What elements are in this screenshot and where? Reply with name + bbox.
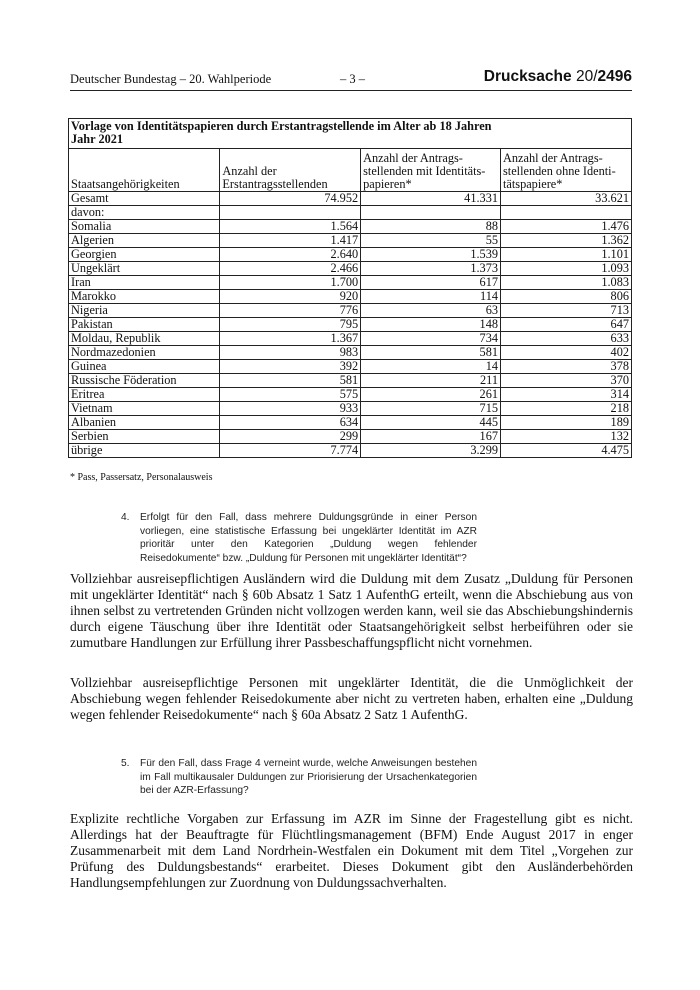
table-row	[69, 388, 632, 402]
question-5	[121, 757, 477, 798]
value-cell: 1.367	[220, 332, 361, 346]
nationality-cell: Somalia	[69, 220, 220, 234]
value-cell: 189	[501, 416, 632, 430]
value-cell: 402	[501, 346, 632, 360]
value-cell: 1.373	[361, 262, 501, 276]
value-cell: 148	[361, 318, 501, 332]
value-cell: 633	[501, 332, 632, 346]
nationality-cell: übrige	[69, 444, 220, 458]
value-cell: 211	[361, 374, 501, 388]
value-cell: 647	[501, 318, 632, 332]
value-cell: 776	[220, 304, 361, 318]
value-cell: 370	[501, 374, 632, 388]
doc-number-prefix: 20/	[575, 68, 598, 85]
value-cell: 713	[501, 304, 632, 318]
value-cell: 1.564	[220, 220, 361, 234]
value-cell: 4.475	[501, 444, 632, 458]
table-row	[69, 318, 632, 332]
nationality-cell: Nigeria	[69, 304, 220, 318]
table-row	[69, 402, 632, 416]
question-number: 5.	[121, 758, 130, 769]
col-header-nationality: Staatsangehörigkeiten	[69, 149, 220, 192]
cell: 33.621	[501, 192, 632, 206]
value-cell: 7.774	[220, 444, 361, 458]
nationality-cell: Albanien	[69, 416, 220, 430]
value-cell: 1.362	[501, 234, 632, 248]
document-number	[484, 68, 632, 86]
table-footnote: * Pass, Passersatz, Personalausweis	[70, 472, 213, 483]
value-cell: 55	[361, 234, 501, 248]
col-header-with-papers: Anzahl der Antrags-stellenden mit Identitäts-papieren*	[361, 149, 501, 192]
value-cell: 2.640	[220, 248, 361, 262]
cell	[361, 206, 501, 220]
page-number: – 3 –	[340, 72, 365, 86]
table-title: Vorlage von Identitätspapieren durch Erstantragstellende im Alter ab 18 Jahren	[71, 119, 492, 133]
value-cell: 132	[501, 430, 632, 444]
value-cell: 392	[220, 360, 361, 374]
table-row	[69, 248, 632, 262]
nationality-cell: Georgien	[69, 248, 220, 262]
table-total-row	[69, 192, 632, 206]
value-cell: 581	[220, 374, 361, 388]
value-cell: 299	[220, 430, 361, 444]
value-cell: 445	[361, 416, 501, 430]
nationality-cell: Moldau, Republik	[69, 332, 220, 346]
table-row	[69, 234, 632, 248]
answer-4-paragraph-2: Vollziehbar ausreisepflichtige Personen mit ungeklärter Identität, die die Unmöglichkeit der Abschiebung wegen fehlender Reisedokumente aber nicht zu vertreten haben, erhalten eine „Duldung wegen fehlender Reisedokumente“ nach § 60a Absatz 2 Satz 1 AufenthG.	[70, 675, 633, 722]
question-4	[121, 511, 477, 565]
answer-4-paragraph-1: Vollziehbar ausreisepflichtigen Ausländern wird die Duldung mit dem Zusatz „Duldung für Personen mit ungeklärter Identität“ nach § 60b Absatz 1 Satz 1 AufenthG erteilt, wenn die Abschiebung aus von ihnen selbst zu vertretenden Gründen nicht vollzogen werden kann, weil sie das Abschiebungshindernis durch eigene Täuschung über ihre Identität oder Staatsangehörigkeit selbst herbeiführen oder sie zumutbare Handlungen zur Erfüllung ihrer Passbeschaffungspflicht nicht vornehmen.	[70, 571, 633, 650]
value-cell: 581	[361, 346, 501, 360]
table-davon-row	[69, 206, 632, 220]
nationality-cell: Algerien	[69, 234, 220, 248]
value-cell: 167	[361, 430, 501, 444]
question-number: 4.	[121, 512, 130, 523]
value-cell: 1.539	[361, 248, 501, 262]
cell: davon:	[69, 206, 220, 220]
table-row	[69, 276, 632, 290]
table-row	[69, 416, 632, 430]
value-cell: 3.299	[361, 444, 501, 458]
value-cell: 14	[361, 360, 501, 374]
cell: 41.331	[361, 192, 501, 206]
value-cell: 806	[501, 290, 632, 304]
value-cell: 2.466	[220, 262, 361, 276]
value-cell: 314	[501, 388, 632, 402]
table-row	[69, 346, 632, 360]
table-year: Jahr 2021	[71, 132, 124, 146]
value-cell: 734	[361, 332, 501, 346]
table-title-row	[69, 119, 632, 149]
question-text: Für den Fall, dass Frage 4 verneint wurde, welche Anweisungen bestehen im Fall multikausaler Duldungen zur Priorisierung der Ursachenkategorien bei der AZR-Erfassung?	[140, 758, 477, 796]
nationality-cell: Nordmazedonien	[69, 346, 220, 360]
answer-5-paragraph: Explizite rechtliche Vorgaben zur Erfassung im AZR im Sinne der Fragestellung gibt es nicht. Allerdings hat der Beauftragte für Flüchtlingsmanagement (BFM) Ende August 2017 in enger Zusammenarbeit mit dem Land Nordrhein-Westfalen ein Dokument mit dem Titel „Vorgehen zur Prüfung des Duldungsbestands“ erarbeitet. Dieses Dokument gibt den Ausländerbehörden Handlungsempfehlungen zur Zuordnung von Duldungssachverhalten.	[70, 811, 633, 890]
value-cell: 114	[361, 290, 501, 304]
table-row	[69, 290, 632, 304]
value-cell: 795	[220, 318, 361, 332]
value-cell: 1.417	[220, 234, 361, 248]
table-row	[69, 360, 632, 374]
cell: Gesamt	[69, 192, 220, 206]
value-cell: 983	[220, 346, 361, 360]
value-cell: 920	[220, 290, 361, 304]
cell	[220, 206, 361, 220]
nationality-cell: Pakistan	[69, 318, 220, 332]
value-cell: 1.083	[501, 276, 632, 290]
identity-papers-table	[68, 118, 632, 458]
nationality-cell: Eritrea	[69, 388, 220, 402]
col-header-without-papers: Anzahl der Antrags-stellenden ohne Identi-tätspapiere*	[501, 149, 632, 192]
nationality-cell: Russische Föderation	[69, 374, 220, 388]
page-header	[70, 70, 632, 91]
value-cell: 1.476	[501, 220, 632, 234]
value-cell: 933	[220, 402, 361, 416]
value-cell: 634	[220, 416, 361, 430]
value-cell: 63	[361, 304, 501, 318]
value-cell: 261	[361, 388, 501, 402]
table-row	[69, 444, 632, 458]
value-cell: 378	[501, 360, 632, 374]
question-text: Erfolgt für den Fall, dass mehrere Duldungsgründe in einer Person vorliegen, eine statistische Erfassung bei ungeklärter Identität im AZR prioritär unter den Kategorien „Duldung wegen fehlender Reisedokumente“ bzw. „Duldung für Personen mit ungeklärter Identität“?	[140, 512, 477, 564]
table-header-row	[69, 149, 632, 192]
value-cell: 715	[361, 402, 501, 416]
value-cell: 575	[220, 388, 361, 402]
header-parliament: Deutscher Bundestag – 20. Wahlperiode	[70, 72, 272, 86]
table-row	[69, 430, 632, 444]
doc-label: Drucksache	[483, 68, 572, 85]
nationality-cell: Marokko	[69, 290, 220, 304]
table-row	[69, 304, 632, 318]
doc-number: 2496	[597, 68, 632, 85]
value-cell: 1.700	[220, 276, 361, 290]
cell	[501, 206, 632, 220]
nationality-cell: Iran	[69, 276, 220, 290]
nationality-cell: Vietnam	[69, 402, 220, 416]
col-header-total-applicants: Anzahl der Erstantragsstellenden	[220, 149, 361, 192]
value-cell: 617	[361, 276, 501, 290]
nationality-cell: Ungeklärt	[69, 262, 220, 276]
nationality-cell: Serbien	[69, 430, 220, 444]
table-row	[69, 220, 632, 234]
table-row	[69, 374, 632, 388]
nationality-cell: Guinea	[69, 360, 220, 374]
value-cell: 1.093	[501, 262, 632, 276]
table-row	[69, 332, 632, 346]
value-cell: 88	[361, 220, 501, 234]
cell: 74.952	[220, 192, 361, 206]
value-cell: 1.101	[501, 248, 632, 262]
value-cell: 218	[501, 402, 632, 416]
table-row	[69, 262, 632, 276]
